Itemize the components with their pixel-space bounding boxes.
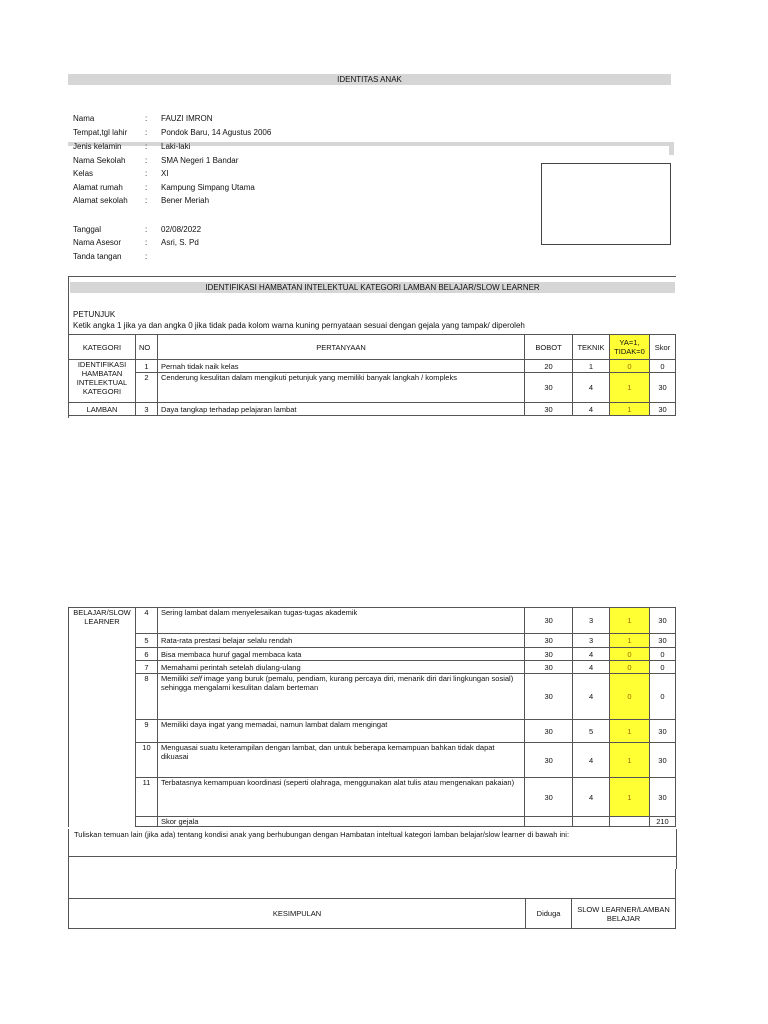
gray-strip-end	[669, 142, 674, 155]
row-skor: 30	[649, 743, 675, 778]
section-header: IDENTIFIKASI HAMBATAN INTELEKTUAL KATEGORI LAMBAN BELAJAR/SLOW LEARNER	[70, 282, 675, 293]
row-no: 8	[135, 674, 157, 720]
label-kelas: Kelas	[73, 169, 94, 178]
row-teknik: 1	[573, 360, 610, 373]
row-bobot: 30	[525, 661, 573, 674]
row-no: 3	[135, 403, 157, 416]
row-ya-input[interactable]: 1	[609, 403, 649, 416]
row-no: 4	[135, 608, 157, 634]
header-teknik: TEKNIK	[573, 335, 610, 360]
row-no: 5	[135, 634, 157, 648]
header-ya-tidak: YA=1, TIDAK=0	[609, 335, 649, 360]
row-ya-input[interactable]: 1	[610, 743, 650, 778]
kategori-cell: IDENTIFIKASI HAMBATAN INTELEKTUAL KATEGORI	[69, 360, 136, 403]
row-question: Memiliki daya ingat yang memadai, namun lambat dalam mengingat	[157, 720, 524, 743]
row-skor: 30	[649, 373, 675, 403]
row-ya-input[interactable]: 1	[610, 608, 650, 634]
colon: :	[145, 252, 148, 261]
kesimpulan-side-left	[68, 869, 69, 899]
row-teknik: 4	[573, 403, 610, 416]
row-ya-input[interactable]: 0	[610, 674, 650, 720]
row-question: Rata-rata prestasi belajar selalu rendah	[157, 634, 524, 648]
row-no: 6	[135, 648, 157, 661]
header-pertanyaan: PERTANYAAN	[157, 335, 524, 360]
row-skor: 30	[649, 720, 675, 743]
table-row	[69, 360, 676, 373]
row-question-part: image yang buruk (pemalu, pendiam, kurang percaya diri, menarik diri dari lingkungan sosial) sehingga mengalami kesulitan dalam berteman	[160, 674, 514, 692]
gray-strip	[68, 142, 671, 146]
row-no: 11	[135, 778, 157, 817]
row-question: Terbatasnya kemampuan koordinasi (seperti olahraga, menggunakan alat tulis atau mengenakan pakaian)	[157, 778, 524, 817]
skor-gejala-total: 210	[649, 817, 675, 827]
identity-header: IDENTITAS ANAK	[68, 74, 671, 85]
row-teknik: 3	[573, 634, 610, 648]
colon: :	[145, 128, 148, 137]
petunjuk-title: PETUNJUK	[73, 310, 116, 319]
colon: :	[145, 114, 148, 123]
row-bobot: 30	[525, 608, 573, 634]
label-alamat-sekolah: Alamat sekolah	[73, 196, 128, 205]
value-jenis-kelamin: Laki-laki	[161, 142, 191, 151]
diduga-label: Diduga	[526, 899, 572, 929]
row-bobot: 30	[525, 674, 573, 720]
row-no: 9	[135, 720, 157, 743]
row-skor: 0	[649, 360, 675, 373]
row-ya-input[interactable]: 1	[610, 778, 650, 817]
row-skor: 30	[649, 634, 675, 648]
row-ya-input[interactable]: 0	[609, 360, 649, 373]
row-bobot: 30	[525, 720, 573, 743]
kesimpulan-side-right	[675, 869, 676, 899]
row-bobot: 30	[525, 403, 573, 416]
kesimpulan-result: SLOW LEARNER/LAMBAN BELAJAR	[572, 899, 676, 929]
value-tanggal: 02/08/2022	[161, 225, 202, 234]
row-skor: 30	[649, 403, 675, 416]
temuan-divider	[68, 856, 676, 857]
table-row	[69, 634, 676, 648]
row-question: Pernah tidak naik kelas	[157, 360, 524, 373]
table-row	[69, 778, 676, 817]
row-teknik: 3	[573, 608, 610, 634]
row-teknik: 4	[573, 661, 610, 674]
header-kategori: KATEGORI	[69, 335, 136, 360]
table-row	[69, 403, 676, 416]
skor-total-row	[69, 817, 676, 827]
header-no: NO	[135, 335, 157, 360]
row-question: Sering lambat dalam menyelesaikan tugas-tugas akademik	[157, 608, 524, 634]
table-row	[69, 743, 676, 778]
label-tempat-tgl-lahir: Tempat,tgl lahir	[73, 128, 128, 137]
row-teknik: 4	[573, 373, 610, 403]
row-ya-input[interactable]: 1	[609, 373, 649, 403]
table-row	[69, 373, 676, 403]
value-alamat-rumah: Kampung Simpang Utama	[161, 183, 255, 192]
row-teknik: 5	[573, 720, 610, 743]
colon: :	[145, 225, 148, 234]
colon: :	[145, 183, 148, 192]
row-question: Bisa membaca huruf gagal membaca kata	[157, 648, 524, 661]
row-no: 7	[135, 661, 157, 674]
row-ya-input[interactable]: 1	[610, 634, 650, 648]
label-alamat-rumah: Alamat rumah	[73, 183, 123, 192]
label-tanda-tangan: Tanda tangan	[73, 252, 122, 261]
colon: :	[145, 169, 148, 178]
row-question-emphasis: self	[190, 674, 202, 683]
kategori-cell-bottom: BELAJAR/SLOW LEARNER	[69, 608, 136, 827]
value-nama-asesor: Asri, S. Pd	[161, 238, 199, 247]
value-alamat-sekolah: Bener Meriah	[161, 196, 210, 205]
row-ya-input[interactable]: 0	[610, 661, 650, 674]
row-question: Daya tangkap terhadap pelajaran lambat	[157, 403, 524, 416]
row-teknik: 4	[573, 674, 610, 720]
skor-gejala-label: Skor gejala	[157, 817, 524, 827]
row-no: 2	[135, 373, 157, 403]
label-nama: Nama	[73, 114, 95, 123]
colon: :	[145, 196, 148, 205]
header-skor: Skor	[649, 335, 675, 360]
row-ya-input[interactable]: 1	[610, 720, 650, 743]
colon: :	[145, 156, 148, 165]
row-bobot: 30	[525, 743, 573, 778]
row-skor: 30	[649, 778, 675, 817]
row-teknik: 4	[573, 648, 610, 661]
row-bobot: 30	[525, 778, 573, 817]
table-row	[69, 608, 676, 634]
row-teknik: 4	[573, 743, 610, 778]
row-bobot: 30	[525, 648, 573, 661]
row-ya-input[interactable]: 0	[610, 648, 650, 661]
kategori-cell-lamban: LAMBAN	[69, 403, 136, 416]
temuan-text: Tuliskan temuan lain (jika ada) tentang kondisi anak yang berhubungan dengan Hambatan inteltual kategori lamban belajar/slow learner di bawah ini:	[74, 830, 570, 839]
table-header-row	[69, 335, 676, 360]
kesimpulan-label: KESIMPULAN	[69, 899, 526, 929]
row-question-part: Memiliki	[160, 674, 191, 683]
table-row	[69, 674, 676, 720]
colon: :	[145, 238, 148, 247]
row-skor: 0	[649, 648, 675, 661]
row-skor: 0	[649, 674, 675, 720]
row-bobot: 20	[525, 360, 573, 373]
label-tanggal: Tanggal	[73, 225, 102, 234]
row-skor: 30	[649, 608, 675, 634]
row-skor: 0	[649, 661, 675, 674]
row-teknik: 4	[573, 778, 610, 817]
photo-box	[541, 163, 671, 245]
header-bobot: BOBOT	[525, 335, 573, 360]
row-no: 1	[135, 360, 157, 373]
table-row	[69, 720, 676, 743]
section-frame-top	[68, 276, 676, 277]
row-bobot: 30	[525, 634, 573, 648]
value-nama-sekolah: SMA Negeri 1 Bandar	[161, 156, 239, 165]
table-row	[69, 648, 676, 661]
row-question: Cenderung kesulitan dalam mengikuti petunjuk yang memiliki banyak langkah / kompleks	[157, 373, 524, 403]
value-tempat-tgl-lahir: Pondok Baru, 14 Agustus 2006	[161, 128, 272, 137]
kesimpulan-table	[68, 898, 676, 929]
label-nama-sekolah: Nama Sekolah	[73, 156, 126, 165]
petunjuk-text: Ketik angka 1 jika ya dan angka 0 jika tidak pada kolom warna kuning pernyataan sesuai dengan gejala yang tampak/ diperoleh	[73, 321, 525, 330]
row-question: Memahami perintah setelah diulang-ulang	[157, 661, 524, 674]
label-jenis-kelamin: Jenis kelamin	[73, 142, 122, 151]
value-nama: FAUZI IMRON	[161, 114, 213, 123]
row-question	[157, 674, 524, 720]
assessment-table-part2	[68, 607, 676, 827]
table-row	[69, 661, 676, 674]
row-no: 10	[135, 743, 157, 778]
row-question: Menguasai suatu keterampilan dengan lambat, dan untuk beberapa kemampuan bahkan tidak dapat dikuasai	[157, 743, 524, 778]
row-bobot: 30	[525, 373, 573, 403]
label-nama-asesor: Nama Asesor	[73, 238, 122, 247]
colon: :	[145, 142, 148, 151]
value-kelas: XI	[161, 169, 169, 178]
assessment-table-part1	[68, 334, 676, 416]
